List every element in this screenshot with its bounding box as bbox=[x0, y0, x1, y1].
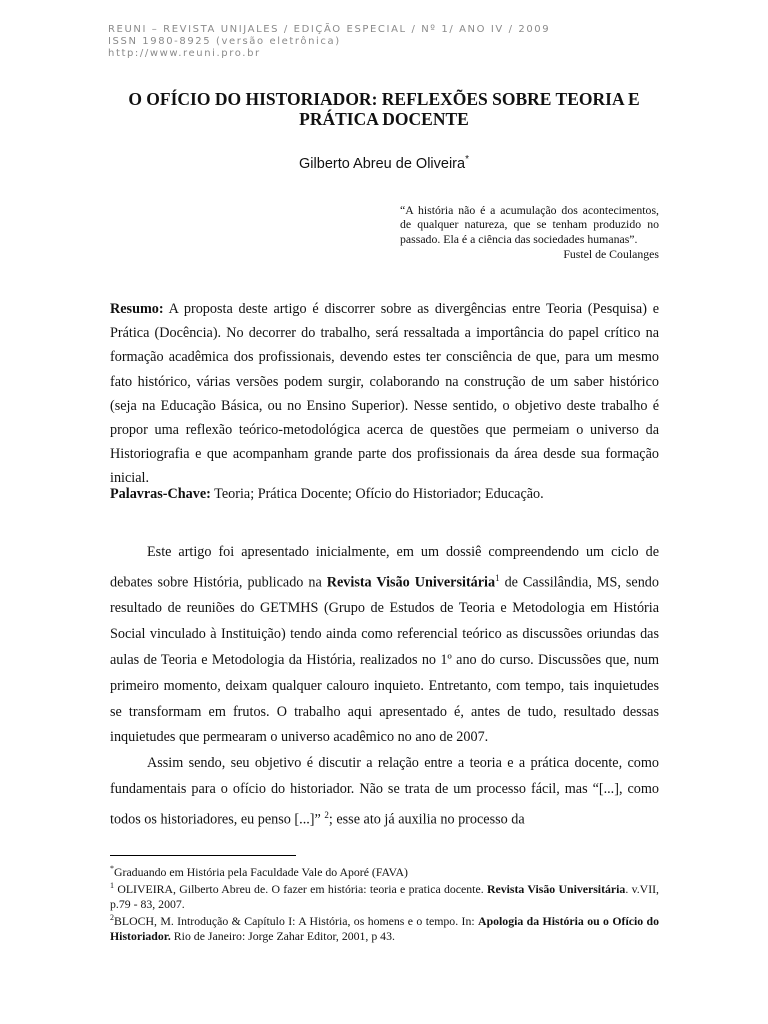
footnote-2-mark: 2 bbox=[110, 913, 114, 923]
body-p1-text-b: de Cassilândia, MS, sendo resultado de reuniões do GETMHS (Grupo de Estudos de Teoria e Metodologia em História Social vinculado à Instituição) tendo ainda como referencial teórico as discussões oriundas das aulas de Teoria e Metodologia da História, realizados no 1º ano do curso. Discussões que, num primeiro momento, deixam qualquer calouro inquieto. Entretanto, com tempo, tais inquietudes se transformam em frutos. O trabalho aqui apresentado é, antes de tudo, resultado dessas inquietudes que permearam o universo acadêmico no ano de 2007. bbox=[110, 574, 659, 746]
footnote-2-book: Apologia da História ou o Ofício do Historiador. bbox=[110, 914, 659, 943]
keywords-text: Teoria; Prática Docente; Ofício do Historiador; Educação. bbox=[214, 486, 544, 502]
abstract-text: A proposta deste artigo é discorrer sobre as divergências entre Teoria (Pesquisa) e Prática (Docência). No decorrer do trabalho, será ressaltada a importância do papel crítico na formação acadêmica dos profissionais, devendo estes ter consciência de que, para um mesmo fato histórico, várias versões podem surgir, colaborando na construção de um saber histórico (seja na Educação Básica, ou no Ensino Superior). Nesse sentido, o objetivo deste trabalho é propor uma reflexão teórico-metodológica acerca de questões que permeiam o universo da Historiografia e que acompanham grande parte dos profissionais da área desde sua formação inicial. bbox=[110, 301, 660, 487]
footnote-author-mark: * bbox=[110, 864, 114, 873]
epigraph bbox=[400, 203, 659, 262]
body-p1-journal: Revista Visão Universitária bbox=[326, 574, 496, 591]
footnote-2-text-b: Rio de Janeiro: Jorge Zahar Editor, 2001, p 43. bbox=[170, 928, 395, 943]
footnote-1-text-b: . v.VII, p.79 - 83, 2007. bbox=[110, 882, 660, 911]
journal-header-line-1: REUNI – REVISTA UNIJALES / EDIÇÃO ESPECIAL / Nº 1/ ANO IV / 2009 bbox=[108, 24, 551, 35]
footnote-1 bbox=[110, 879, 659, 911]
journal-header-url: http://www.reuni.pro.br bbox=[108, 48, 261, 59]
epigraph-quote: “A história não é a acumulação dos acontecimentos, de qualquer natureza, que se tenham produzido no passado. Ela é a ciência das sociedades humanas”. bbox=[400, 203, 659, 246]
footnote-2-text-a: BLOCH, M. Introdução & Capítulo I: A História, os homens e o tempo. In: bbox=[114, 914, 479, 929]
footnote-ref-2[interactable]: 2 bbox=[324, 809, 329, 820]
abstract-label: Resumo: bbox=[110, 301, 164, 317]
article-title: O OFÍCIO DO HISTORIADOR: REFLEXÕES SOBRE TEORIA E PRÁTICA DOCENTE bbox=[128, 89, 640, 129]
body-p2-text-b: ; esse ato já auxilia no processo da bbox=[328, 811, 525, 828]
footnote-divider bbox=[110, 855, 296, 856]
author-line bbox=[108, 154, 660, 172]
epigraph-attribution: Fustel de Coulanges bbox=[563, 247, 659, 262]
footnote-1-mark: 1 bbox=[110, 881, 114, 891]
article-body bbox=[110, 540, 659, 833]
body-p1-text-a: Este artigo foi apresentado inicialmente, em um dossiê compreendendo um ciclo de debates sobre História, publicado na bbox=[110, 544, 659, 591]
journal-header bbox=[108, 24, 550, 60]
keywords bbox=[110, 485, 659, 503]
abstract bbox=[110, 297, 659, 491]
footnote-1-journal: Revista Visão Universitária bbox=[486, 882, 626, 897]
footnote-author bbox=[110, 862, 659, 879]
footnote-ref-1[interactable]: 1 bbox=[495, 572, 500, 583]
footnote-author-text: Graduando em História pela Faculdade Vale do Aporé (FAVA) bbox=[114, 864, 408, 879]
footnote-2 bbox=[110, 911, 659, 943]
journal-header-issn: ISSN 1980-8925 (versão eletrônica) bbox=[108, 36, 341, 47]
keywords-label: Palavras-Chave: bbox=[110, 486, 211, 502]
author-name: Gilberto Abreu de Oliveira bbox=[299, 155, 466, 172]
body-p2-text-a: Assim sendo, seu objetivo é discutir a relação entre a teoria e a prática docente, como fundamentais para o ofício do historiador. Não se trata de um processo fácil, mas “[...], como todos os historiadores, eu penso [...]” bbox=[110, 755, 659, 828]
body-paragraph-2 bbox=[110, 751, 659, 833]
author-footnote-mark: * bbox=[465, 154, 469, 165]
body-paragraph-1 bbox=[110, 540, 659, 751]
footnotes bbox=[110, 862, 659, 943]
footnote-1-text-a: OLIVEIRA, Gilberto Abreu de. O fazer em história: teoria e pratica docente. bbox=[114, 882, 487, 897]
